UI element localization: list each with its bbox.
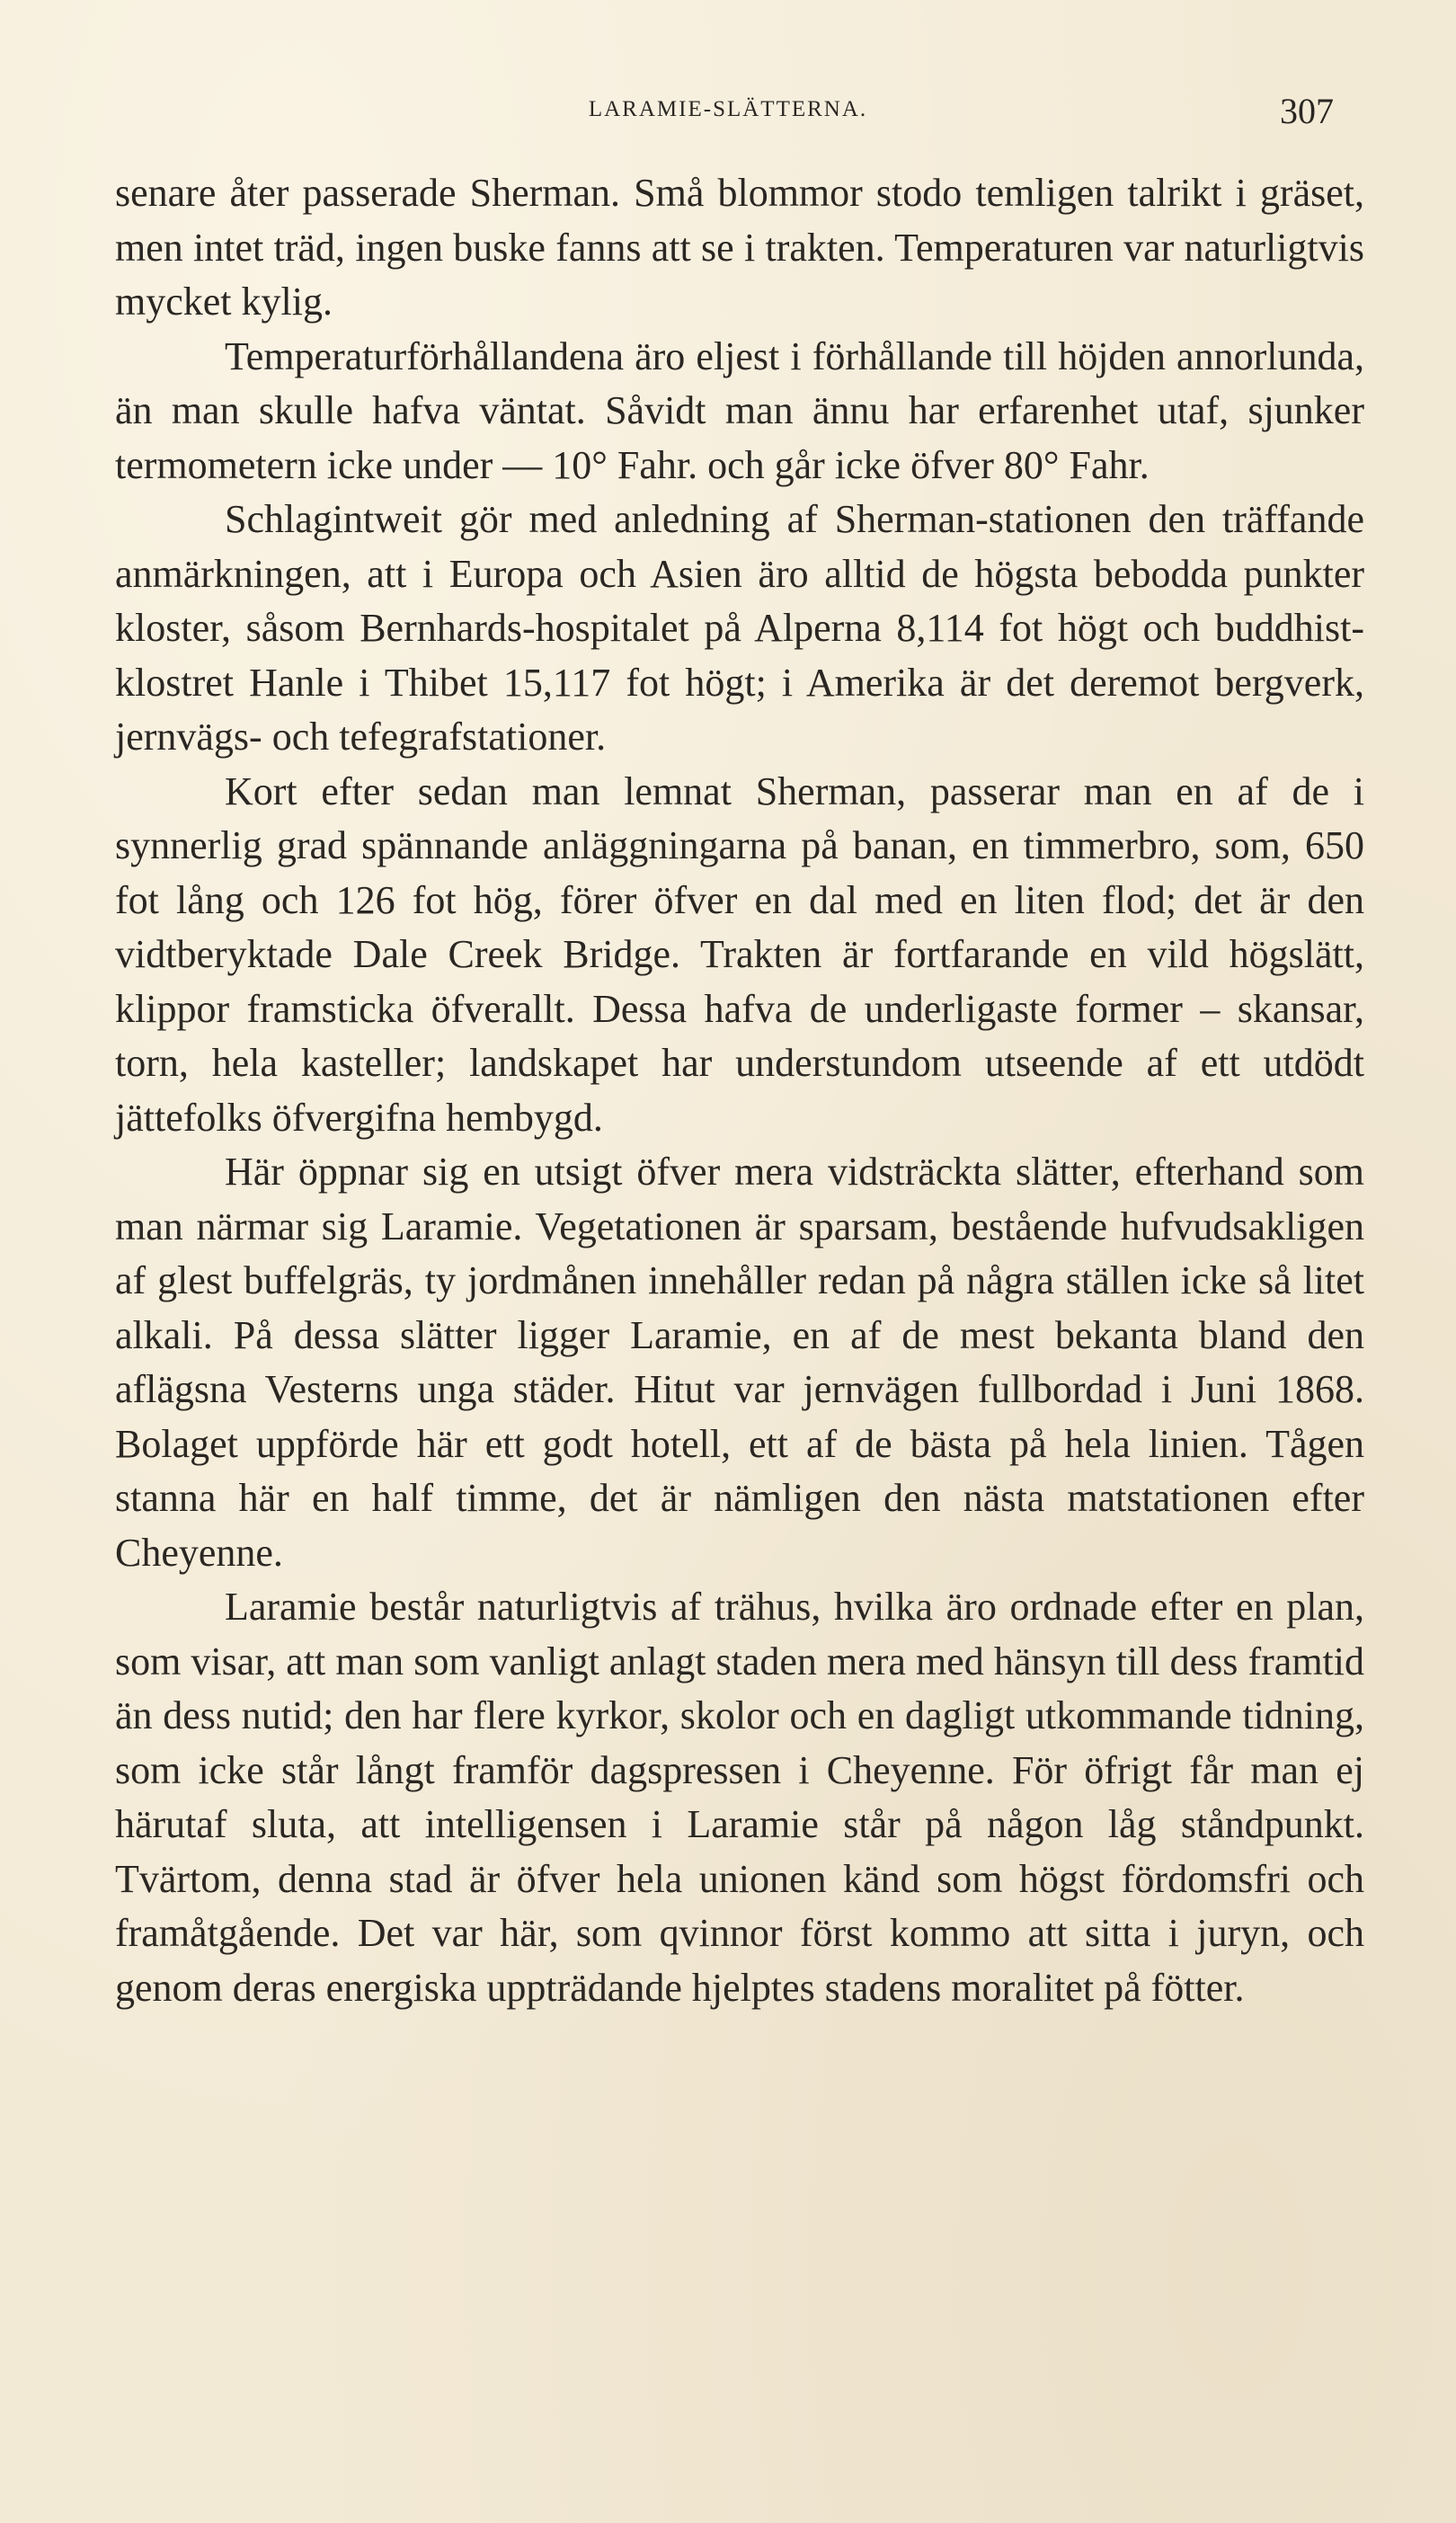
paragraph: Kort efter sedan man lemnat Sherman, passerar man en af de i synnerlig grad spännande anläggningarna på banan, en timmerbro, som, 650 fot lång och 126 fot hög, förer öfver en dal med en liten flod; det är den vidtberyktade Dale Creek Bridge. Trakten är fortfarande en vild högslätt, klippor framsticka öfverallt. Dessa hafva de underligaste former – skansar, torn, hela kasteller; landskapet har understundom utseende af ett utdödt jättefolks öfvergifna hembygd. xyxy=(115,768,1364,1140)
paragraph: Laramie består naturligtvis af trähus, hvilka äro ordnade efter en plan, som visar, att man som vanligt anlagt staden mera med hänsyn till dess framtid än dess nutid; den har flere kyrkor, skolor och en dagligt utkommande tidning, som icke står långt framför dagspressen i Cheyenne. För öfrigt får man ej härutaf sluta, att intelligensen i Laramie står på någon låg ståndpunkt. Tvärtom, denna stad är öfver hela unionen känd som högst fördomsfri och framåtgående. Det var här, som qvinnor först kommo att sitta i juryn, och genom deras energiska uppträdande hjelptes stadens moralitet på fötter. xyxy=(115,1585,1364,2010)
body-text xyxy=(115,166,1364,2015)
page-header xyxy=(115,90,1341,144)
paragraph: Här öppnar sig en utsigt öfver mera vidsträckta slätter, efterhand som man närmar sig Laramie. Vegetationen är sparsam, bestående hufvudsakligen af glest buffelgräs, ty jordmånen innehåller redan på några ställen icke så litet alkali. På dessa slätter ligger Laramie, en af de mest bekanta bland den aflägsna Vesterns unga städer. Hitut var jernvägen fullbordad i Juni 1868. Bolaget uppförde här ett godt hotell, ett af de bästa på hela linien. Tågen stanna här en half timme, det är nämligen den nästa matstationen efter Cheyenne. xyxy=(115,1150,1364,1575)
paragraph: Temperaturförhållandena äro eljest i förhållande till höjden annorlunda, än man skulle hafva väntat. Såvidt man ännu har erfarenhet utaf, sjunker termometern icke under — 10° Fahr. och går icke öfver 80° Fahr. xyxy=(115,333,1364,487)
paragraph: Schlagintweit gör med anledning af Sherman-stationen den träffande anmärkningen, att i Europa och Asien äro alltid de högsta bebodda punkter kloster, såsom Bernhards-hospitalet på Alperna 8,114 fot högt och buddhist-klostret Hanle i Thibet 15,117 fot högt; i Amerika är det deremot bergverk, jernvägs- och tefegrafstationer. xyxy=(115,497,1364,759)
running-head: LARAMIE-SLÄTTERNA. xyxy=(588,97,868,121)
page-number: 307 xyxy=(1280,91,1334,131)
paragraph: senare åter passerade Sherman. Små blommor stodo temligen talrikt i gräset, men intet träd, ingen buske fanns att se i trakten. Temperaturen var naturligtvis mycket kylig. xyxy=(115,171,1364,324)
